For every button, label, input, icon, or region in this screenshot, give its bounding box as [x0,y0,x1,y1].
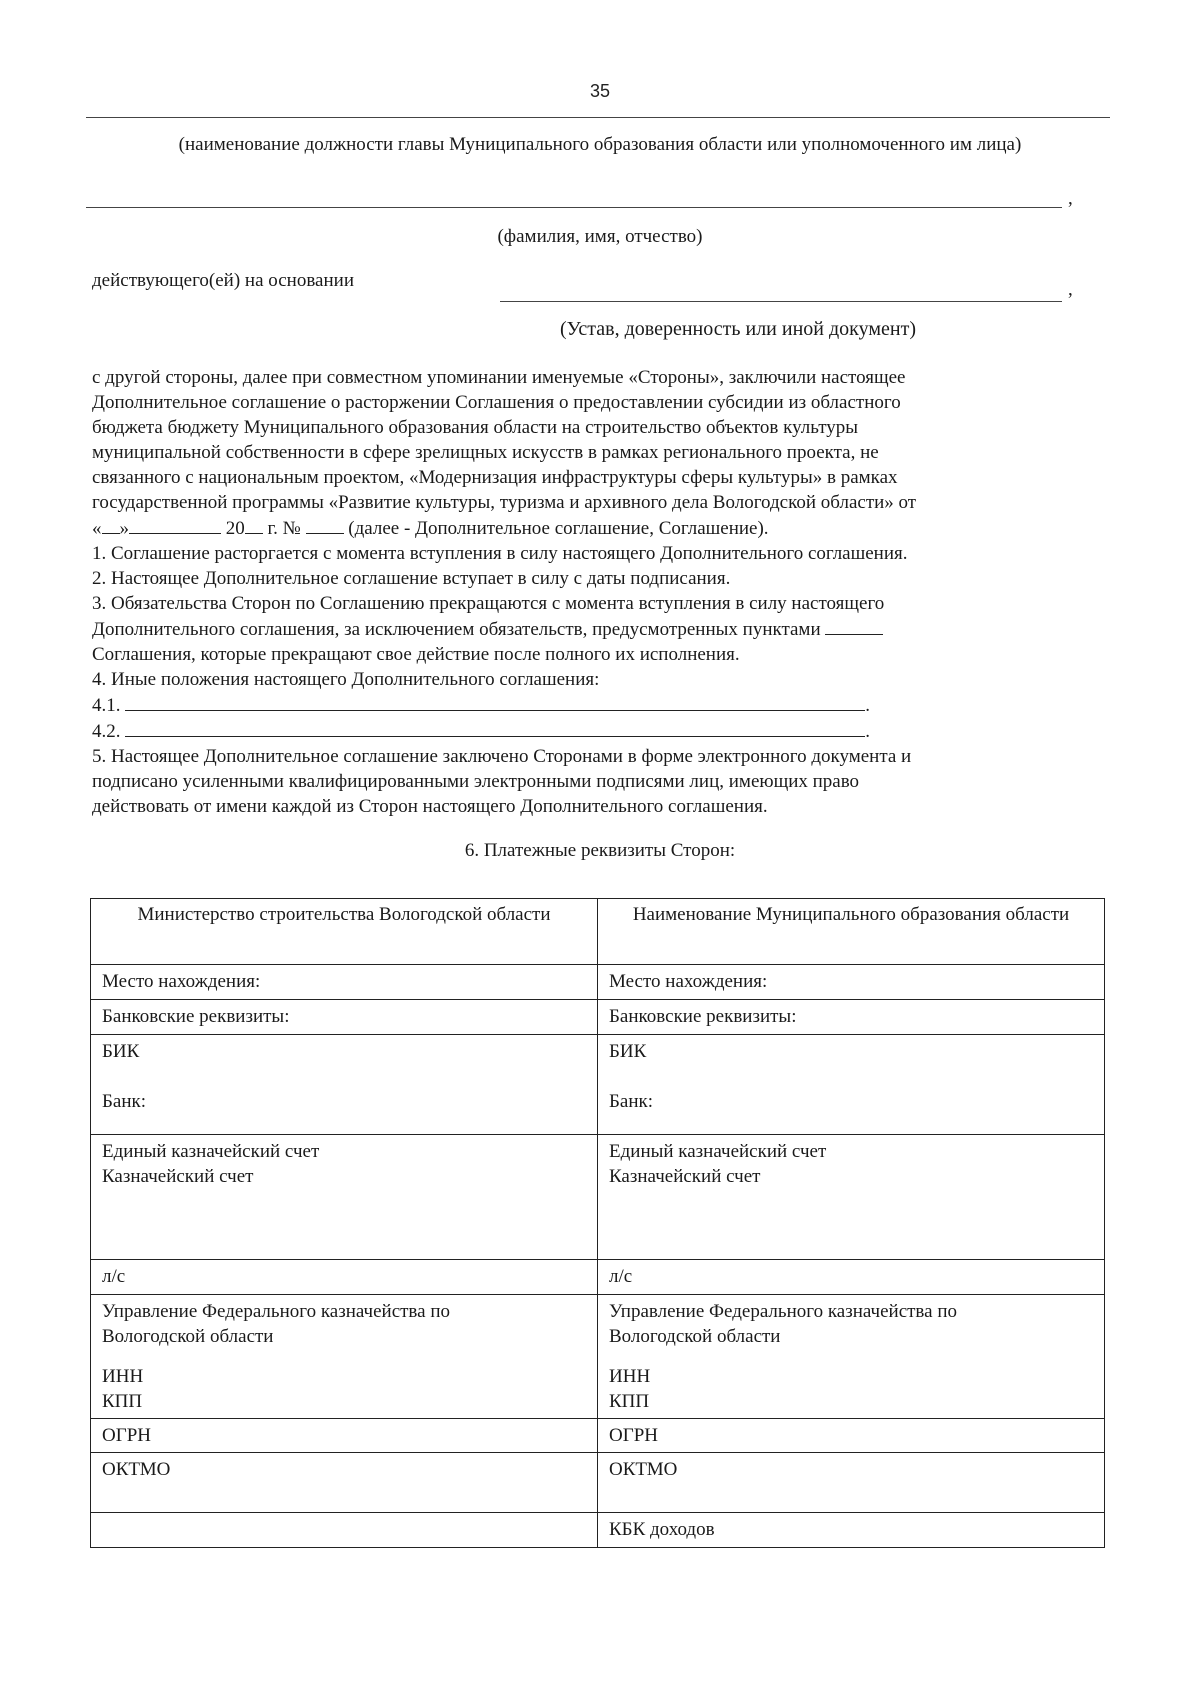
intro-line: с другой стороны, далее при совместном упоминании именуемые «Стороны», заключили настоящее [92,367,906,388]
basis-caption: (Устав, доверенность или иной документ) [560,318,916,340]
item-3-end: Соглашения, которые прекращают свое действие после полного их исполнения. [92,644,740,665]
treasury-office-cell: Управление Федерального казначейства по Вологодской области ИНН КПП [91,1295,598,1419]
ministry-column-title: Министерство строительства Вологодской области [91,899,598,965]
oktmo-cell: ОКТМО [598,1453,1105,1513]
intro-line: бюджета бюджету Муниципального образования области на строительство объектов культуры [92,417,859,438]
oktmo-cell: ОКТМО [91,1453,598,1513]
item-4: 4. Иные положения настоящего Дополнительного соглашения: [92,669,600,690]
personal-account-cell: л/с [598,1260,1105,1295]
empty-cell [91,1513,598,1548]
ogrn-cell: ОГРН [598,1419,1105,1453]
intro-line: связанного с национальным проектом, «Модернизация инфраструктуры сферы культуры» в рамках [92,467,898,488]
item-5-line: подписано усиленными квалифицированными электронными подписями лиц, имеющих право [92,771,860,792]
municipality-column-title: Наименование Муниципального образования области [598,899,1105,965]
item-5: 5. Настоящее Дополнительное соглашение заключено Сторонами в форме электронного документа и [92,746,912,767]
acting-basis-label: действующего(ей) на основании [92,270,354,291]
fio-blank-line [86,207,1062,208]
accounts-cell: Единый казначейский счет Казначейский счет [598,1135,1105,1260]
personal-account-cell: л/с [91,1260,598,1295]
item-4-1: 4.1. . [92,692,1092,718]
bik-bank-cell: БИК Банк: [598,1035,1105,1135]
comma: , [1068,188,1073,209]
basis-blank-line [500,301,1062,302]
location-cell: Место нахождения: [91,965,598,1000]
location-cell: Место нахождения: [598,965,1105,1000]
position-caption: (наименование должности главы Муниципального образования области или уполномоченного им лица) [178,134,1022,155]
item-4-2: 4.2. . [92,718,1092,744]
bank-details-cell: Банковские реквизиты: [91,1000,598,1035]
item-2: 2. Настоящее Дополнительное соглашение вступает в силу с даты подписания. [92,568,731,589]
bank-details-cell: Банковские реквизиты: [598,1000,1105,1035]
requisites-table [90,898,1105,1548]
agreement-body [92,365,1092,819]
intro-line: Дополнительное соглашение о расторжении Соглашения о предоставлении субсидии из областного [92,392,901,413]
top-rule [86,117,1110,118]
date-line: « » 20 г. № (далее - Дополнительное соглашение, Соглашение). [92,515,1092,541]
fio-caption: (фамилия, имя, отчество) [497,226,703,247]
intro-line: муниципальной собственности в сфере зрелищных искусств в рамках регионального проекта, не [92,442,879,463]
item-3-continued: Дополнительного соглашения, за исключением обязательств, предусмотренных пунктами [92,616,1092,642]
item-5-line: действовать от имени каждой из Сторон настоящего Дополнительного соглашения. [92,796,768,817]
page-number: 35 [589,81,611,101]
kbk-cell: КБК доходов [598,1513,1105,1548]
comma: , [1068,279,1073,300]
intro-line: государственной программы «Развитие культуры, туризма и архивного дела Вологодской области» от [92,492,917,513]
requisites-heading: 6. Платежные реквизиты Сторон: [464,840,736,861]
item-1: 1. Соглашение расторгается с момента вступления в силу настоящего Дополнительного соглашения. [92,543,908,564]
item-3: 3. Обязательства Сторон по Соглашению прекращаются с момента вступления в силу настоящего [92,593,885,614]
ogrn-cell: ОГРН [91,1419,598,1453]
accounts-cell: Единый казначейский счет Казначейский счет [91,1135,598,1260]
bik-bank-cell: БИК Банк: [91,1035,598,1135]
treasury-office-cell: Управление Федерального казначейства по Вологодской области ИНН КПП [598,1295,1105,1419]
